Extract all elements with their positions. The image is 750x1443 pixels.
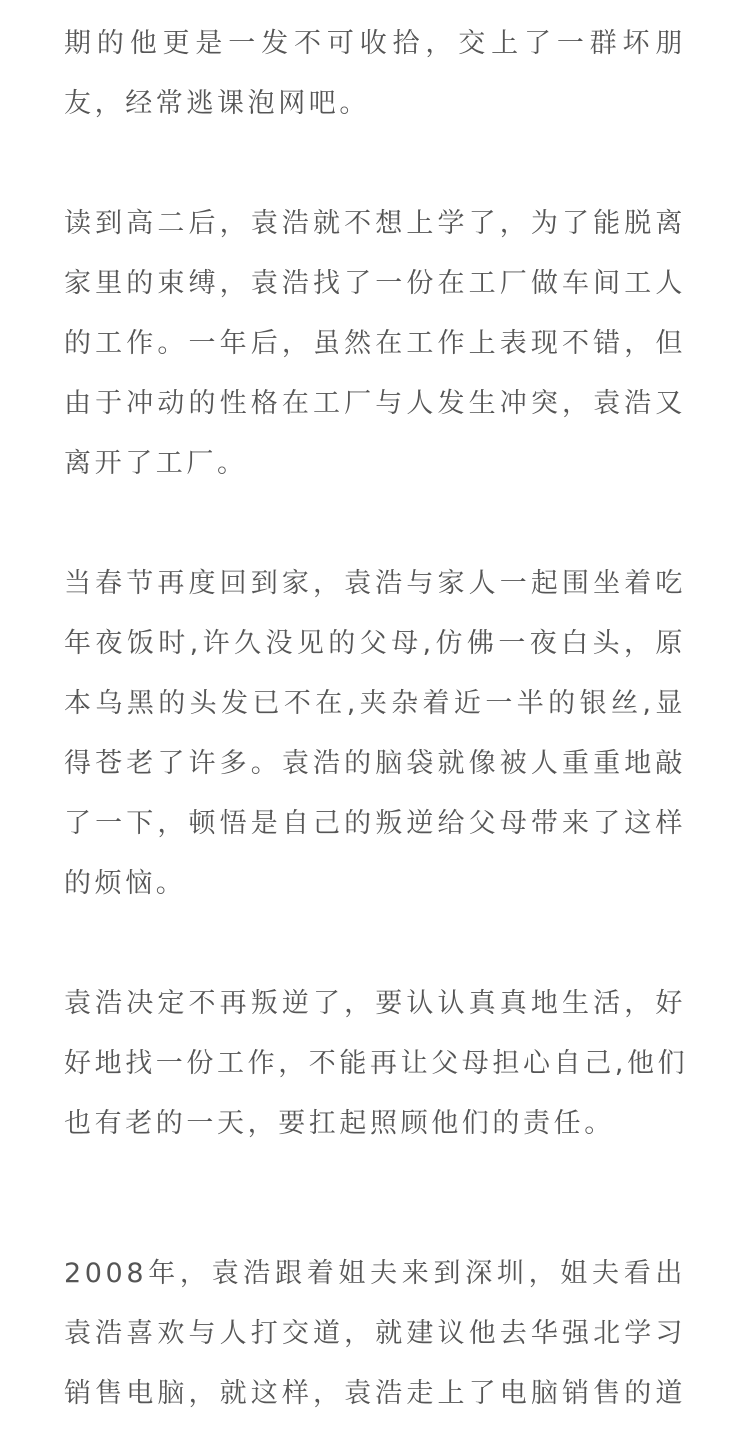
text-line: 得苍老了许多。袁浩的脑袋就像被人重重地敲 [64, 748, 686, 779]
text-line: 离开了工厂。 [64, 448, 248, 479]
text-line: 友，经常逃课泡网吧。 [64, 88, 370, 119]
text-line: 期的他更是一发不可收拾，交上了一群坏朋 [64, 28, 686, 59]
text-line: 销售电脑，就这样，袁浩走上了电脑销售的道 [64, 1378, 686, 1409]
text-line: 好地找一份工作，不能再让父母担心自己,他们 [64, 1048, 689, 1079]
text-line: 的工作。一年后，虽然在工作上表现不错，但 [64, 328, 686, 359]
text-line: 了一下，顿悟是自己的叛逆给父母带来了这样 [64, 808, 686, 839]
text-line: 袁浩喜欢与人打交道，就建议他去华强北学习 [64, 1318, 686, 1349]
text-line: 袁浩决定不再叛逆了，要认认真真地生活，好 [64, 988, 686, 1019]
paragraph [64, 554, 686, 914]
text-line: 年夜饭时,许久没见的父母,仿佛一夜白头，原 [64, 628, 686, 659]
text-line: 的烦恼。 [64, 868, 187, 899]
text-line: 也有老的一天，要扛起照顾他们的责任。 [64, 1108, 615, 1139]
paragraph [64, 194, 686, 494]
text-line: 2008年，袁浩跟着姐夫来到深圳，姐夫看出 [64, 1258, 686, 1289]
text-line: 由于冲动的性格在工厂与人发生冲突，袁浩又 [64, 388, 686, 419]
text-line: 家里的束缚，袁浩找了一份在工厂做车间工人 [64, 268, 686, 299]
text-line: 本乌黑的头发已不在,夹杂着近一半的银丝,显 [64, 688, 686, 719]
text-line: 读到高二后，袁浩就不想上学了，为了能脱离 [64, 208, 686, 239]
paragraph [64, 1244, 686, 1424]
text-line: 当春节再度回到家，袁浩与家人一起围坐着吃 [64, 568, 686, 599]
paragraph [64, 974, 689, 1154]
paragraph [64, 14, 686, 134]
